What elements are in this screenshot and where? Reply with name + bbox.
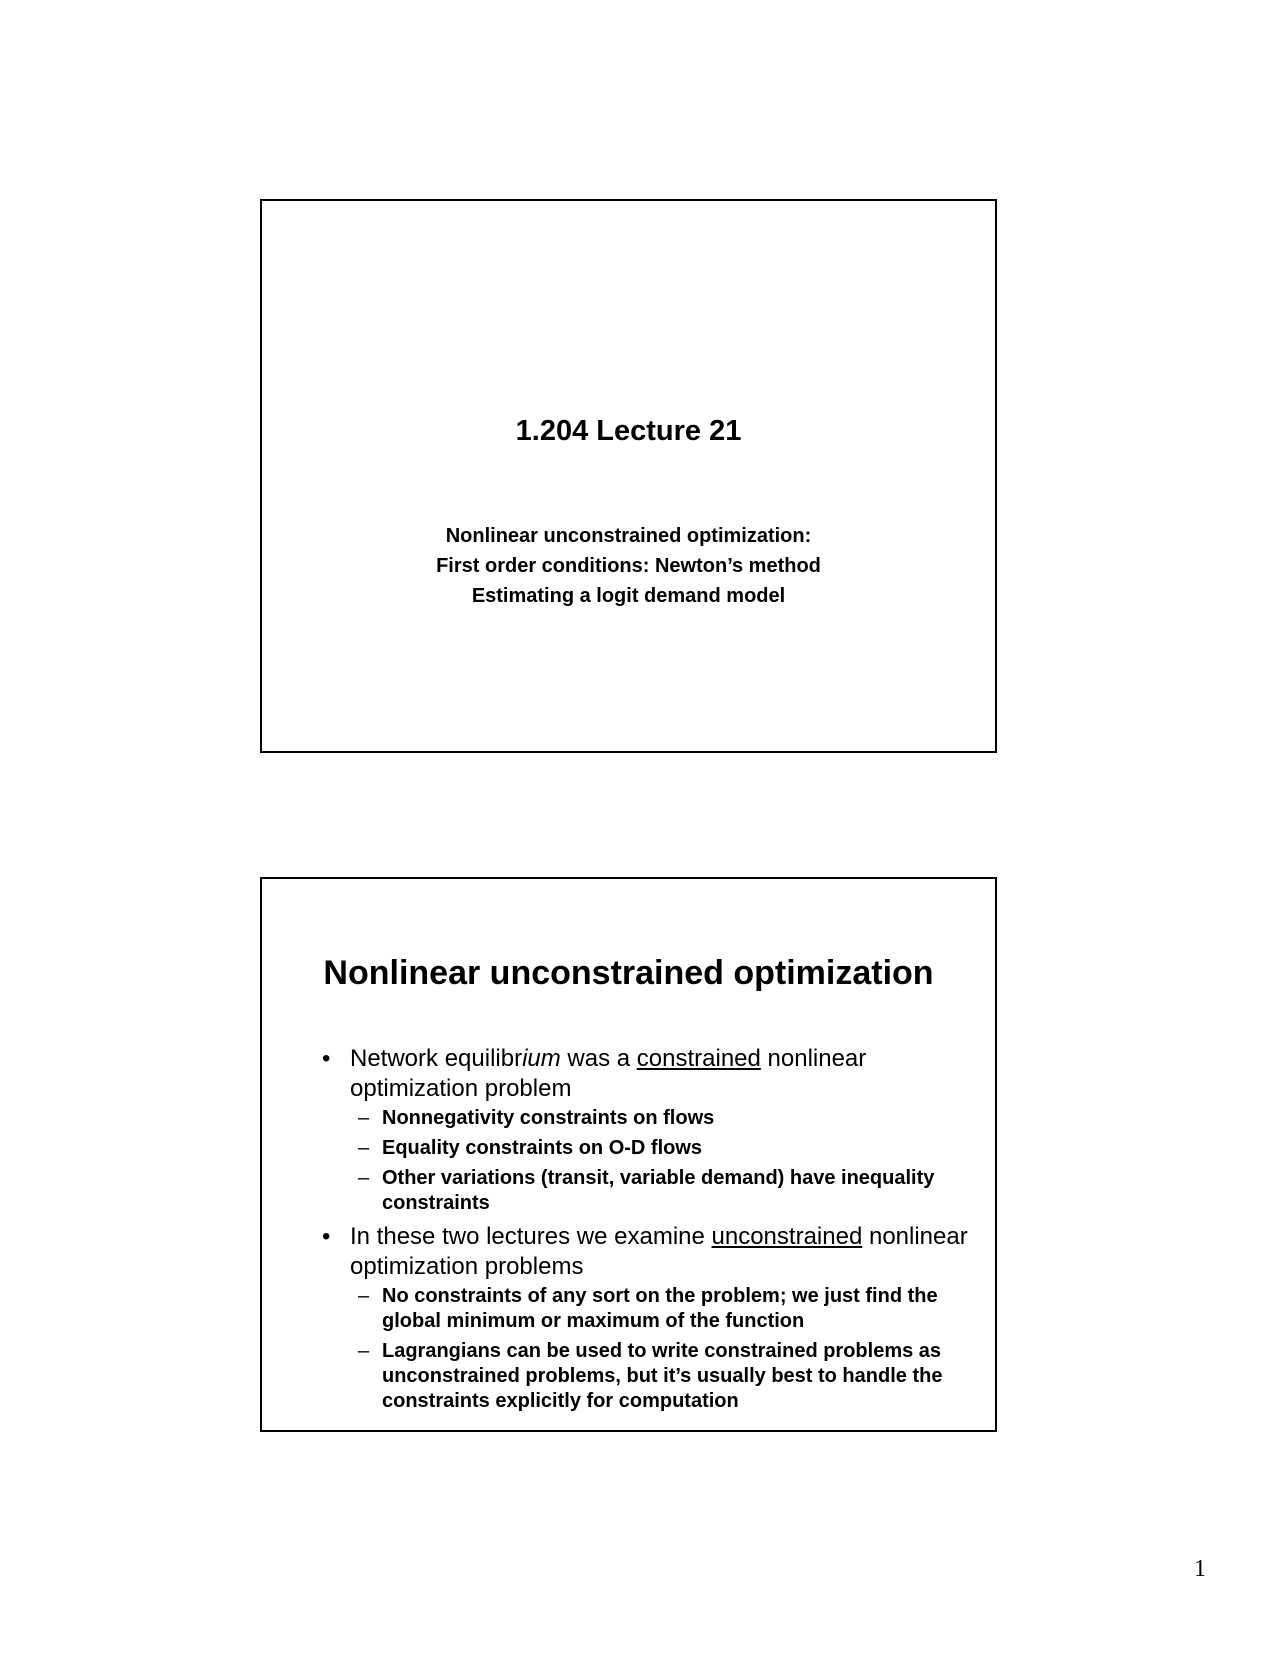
subtitle-line-3: Estimating a logit demand model [471,585,786,607]
sub-item-text: No constraints of any sort on the problem; we just find the global minimum or maximum of the function [382,1285,938,1332]
sub-item-text: Other variations (transit, variable demand) have inequality constraints [382,1167,935,1214]
dash-mark: – [358,1137,370,1159]
sub-item [322,1166,972,1216]
sub-item-text: Nonnegativity constraints on flows [382,1107,715,1129]
bullet-2-underlined: unconstrained [711,1223,863,1250]
slide-1 [260,199,997,753]
bullet-1-pre: Network equilibr [350,1045,523,1072]
bullet-2-sublist [322,1284,972,1414]
slide-1-subtitle [262,521,995,611]
bullet-1-post: nonlinear optimization problem [350,1045,867,1102]
bullet-1-sublist [322,1106,972,1216]
sub-item [322,1136,972,1161]
subtitle-line-2: First order conditions: Newton’s method [436,555,821,577]
sub-item [322,1339,972,1414]
slide-2-title: Nonlinear unconstrained optimization [323,954,934,992]
slide-2 [260,877,997,1432]
dash-mark: – [358,1107,370,1129]
slide-2-body [322,1044,972,1420]
page-number: 1 [1194,1556,1206,1582]
bullet-1 [322,1044,972,1104]
sub-item [322,1106,972,1131]
subtitle-line-1: Nonlinear unconstrained optimization: [445,525,812,547]
sub-item-text: Equality constraints on O-D flows [382,1137,703,1159]
bullet-1-underlined: constrained [636,1045,761,1072]
bullet-1-text [350,1045,866,1102]
sub-item-text: Lagrangians can be used to write constrained problems as unconstrained problems, but it’s usually best to handle the constraints explicitly for computation [382,1340,943,1412]
bullet-1-mid: was a [560,1045,637,1072]
bullet-2-post: nonlinear optimization problems [350,1223,968,1280]
bullet-2 [322,1222,972,1282]
sub-item [322,1284,972,1334]
dash-mark: – [358,1340,370,1362]
bullet-2-text [350,1223,968,1280]
slide-1-title: 1.204 Lecture 21 [515,415,742,447]
bullet-1-italic: ium [522,1045,561,1072]
dash-mark: – [358,1285,370,1307]
bullet-mark: • [322,1045,331,1072]
dash-mark: – [358,1167,370,1189]
bullet-2-pre: In these two lectures we examine [350,1223,712,1250]
bullet-mark: • [322,1223,331,1250]
